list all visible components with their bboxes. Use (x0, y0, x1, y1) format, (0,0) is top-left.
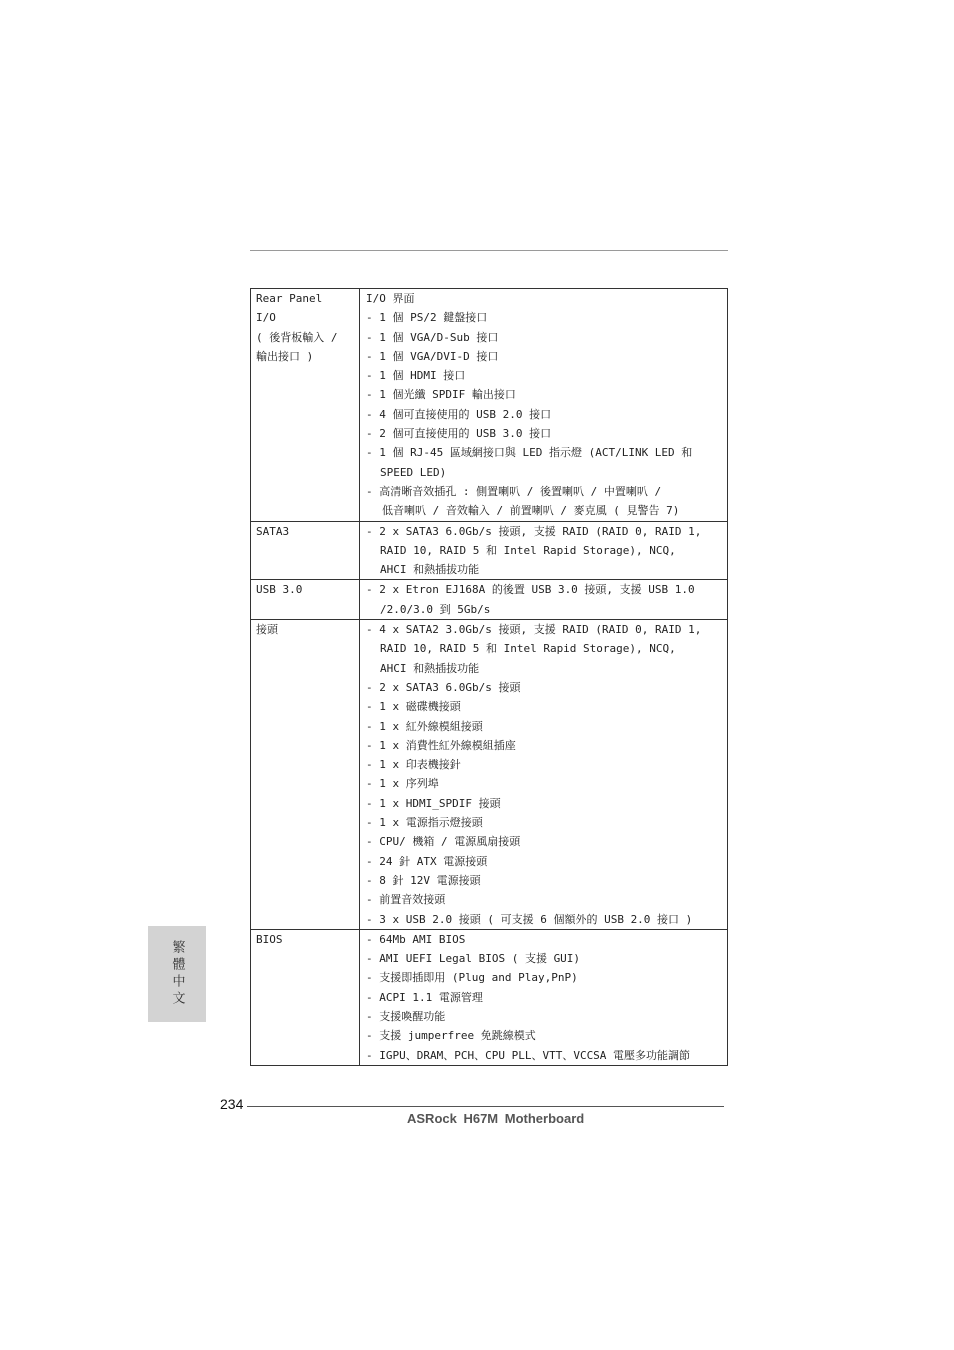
spec-content-line: - CPU/ 機箱 / 電源風扇接頭 (366, 835, 521, 849)
spec-content-line: - 支援喚醒功能 (366, 1009, 446, 1023)
top-rule (250, 250, 728, 251)
side-tab-label: 繁體中文 (169, 940, 185, 1008)
spec-content-line: - 1 x 序列埠 (366, 777, 439, 791)
spec-table-body (251, 289, 728, 1066)
spec-label-line: USB 3.0 (256, 583, 303, 597)
spec-content-line: /2.0/3.0 到 5Gb/s (380, 602, 491, 616)
spec-content-line: - 2 x Etron EJ168A 的後置 USB 3.0 接頭, 支援 USB 1.0 (366, 583, 695, 597)
spec-label-line: 接頭 (256, 623, 278, 637)
spec-label-cell (251, 289, 360, 522)
spec-content-line: - AMI UEFI Legal BIOS ( 支援 GUI) (366, 952, 581, 966)
spec-content-line: - 1 個 HDMI 接口 (366, 369, 466, 383)
spec-content-line: - 1 x 消費性紅外線模組插座 (366, 738, 516, 752)
spec-content-line: - IGPU、DRAM、PCH、CPU PLL、VTT、VCCSA 電壓多功能調節 (366, 1048, 691, 1062)
spec-content-line: - 1 x HDMI_SPDIF 接頭 (366, 796, 501, 810)
spec-content-line: - 1 個 VGA/DVI-D 接口 (366, 349, 499, 363)
spec-label-cell (251, 620, 360, 930)
spec-content-line: SPEED LED) (380, 465, 447, 479)
spec-content-line: - 2 x SATA3 6.0Gb/s 接頭, 支援 RAID (RAID 0, RAID 1, (366, 524, 702, 538)
spec-content-line: - 3 x USB 2.0 接頭 ( 可支援 6 個額外的 USB 2.0 接口 ) (366, 912, 693, 926)
spec-content-line: - 8 針 12V 電源接頭 (366, 873, 481, 887)
page-number: 234 (220, 1096, 244, 1112)
spec-content-line: AHCI 和熱插拔功能 (380, 661, 480, 675)
spec-content-line: - 4 x SATA2 3.0Gb/s 接頭, 支援 RAID (RAID 0, RAID 1, (366, 623, 702, 637)
spec-content-line: - ACPI 1.1 電源管理 (366, 990, 483, 1004)
spec-label-cell (251, 521, 360, 580)
spec-label-line: ( 後背板輸入 / (256, 330, 338, 344)
spec-label-line: 輸出接口 ) (256, 349, 314, 363)
spec-content-line: - 前置音效接頭 (366, 893, 446, 907)
spec-content-line: - 64Mb AMI BIOS (366, 932, 466, 946)
spec-content-line: - 1 個 VGA/D-Sub 接口 (366, 330, 499, 344)
spec-table (250, 288, 728, 1066)
spec-content-line: 低音喇叭 / 音效輸入 / 前置喇叭 / 麥克風 ( 見警告 7) (382, 504, 680, 518)
spec-content-cell (360, 580, 728, 620)
spec-content-line: - 高清晰音效插孔 : 側置喇叭 / 後置喇叭 / 中置喇叭 / (366, 484, 662, 498)
spec-content-line: I/O 界面 (366, 292, 415, 305)
spec-content-line: - 1 x 電源指示燈接頭 (366, 816, 483, 830)
spec-row (251, 929, 728, 1065)
spec-content-cell (360, 521, 728, 580)
spec-content-line: - 1 x 紅外線模組接頭 (366, 719, 483, 733)
spec-label-cell (251, 929, 360, 1065)
spec-row (251, 620, 728, 930)
spec-content-line: - 1 個 RJ-45 區域網接口與 LED 指示燈 (ACT/LINK LED 和 (366, 446, 693, 460)
language-side-tab (148, 926, 206, 1022)
spec-content-cell (360, 929, 728, 1065)
spec-content-line: - 支援即插即用 (Plug and Play,PnP) (366, 971, 578, 985)
spec-content-line: - 支援 jumperfree 免跳線模式 (366, 1029, 536, 1043)
spec-content-line: - 1 個 PS/2 鍵盤接口 (366, 311, 488, 325)
spec-content-cell (360, 289, 728, 522)
footer-title: ASRock H67M Motherboard (407, 1111, 585, 1126)
spec-content-line: - 4 個可直接使用的 USB 2.0 接口 (366, 407, 552, 421)
spec-content-line: - 1 個光纖 SPDIF 輸出接口 (366, 388, 516, 402)
spec-row (251, 289, 728, 522)
spec-content-line: AHCI 和熱插拔功能 (380, 563, 480, 577)
spec-content-line: - 2 個可直接使用的 USB 3.0 接口 (366, 427, 552, 441)
spec-content-line: - 1 x 印表機接針 (366, 758, 461, 772)
spec-label-line: Rear Panel (256, 292, 323, 305)
spec-content-line: - 24 針 ATX 電源接頭 (366, 854, 488, 868)
spec-content-line: RAID 10, RAID 5 和 Intel Rapid Storage), NCQ, (380, 543, 676, 557)
spec-label-line: SATA3 (256, 524, 290, 538)
spec-content-cell (360, 620, 728, 930)
spec-label-cell (251, 580, 360, 620)
spec-label-line: I/O (256, 311, 276, 325)
spec-content-line: - 1 x 磁碟機接頭 (366, 700, 461, 714)
footer-rule (247, 1106, 724, 1107)
spec-content-line: RAID 10, RAID 5 和 Intel Rapid Storage), NCQ, (380, 642, 676, 656)
spec-label-line: BIOS (256, 932, 283, 946)
spec-row (251, 521, 728, 580)
spec-row (251, 580, 728, 620)
spec-content-line: - 2 x SATA3 6.0Gb/s 接頭 (366, 680, 521, 694)
